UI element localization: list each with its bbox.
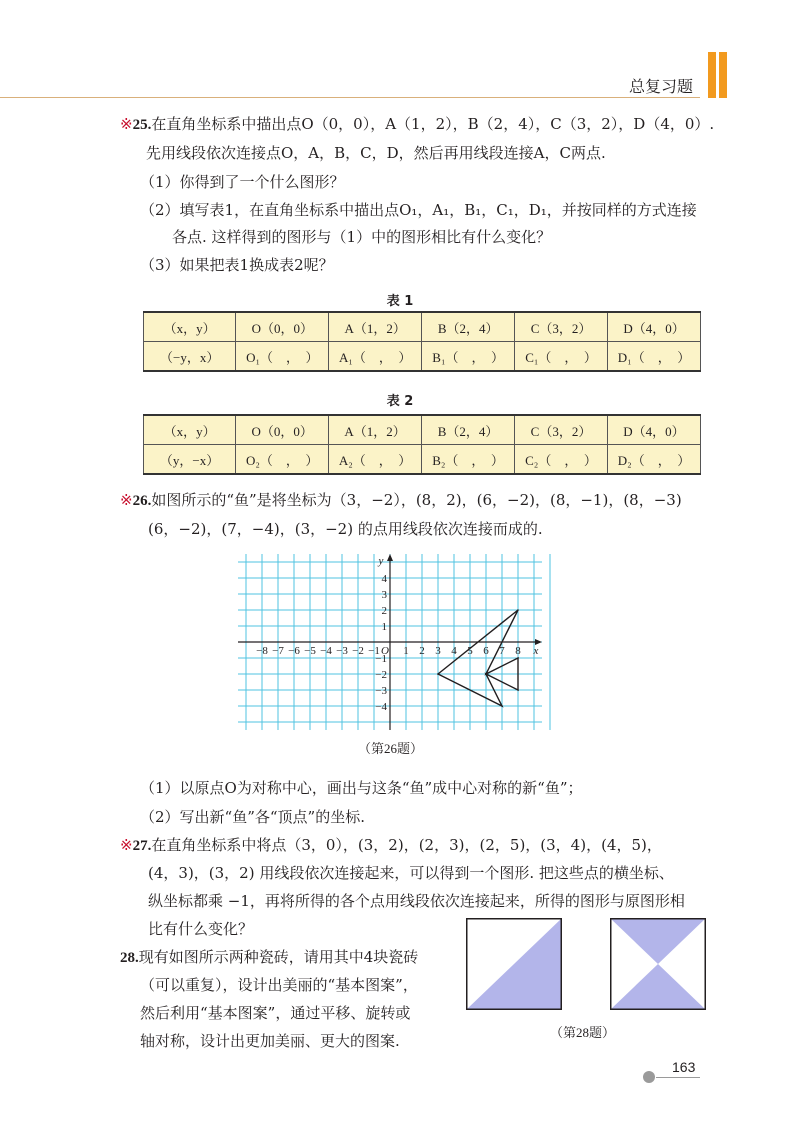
q27-line1: ※27.在直角坐标系中将点（3，0），(3，2)，(2，3)，(2，5)，(3，4)，(4，5)， xyxy=(120,836,662,854)
q26-line1: ※26.如图所示的“鱼”是将坐标为（3，−2），(8，2)，(6，−2)，(8，−1)，(8，−3) xyxy=(120,491,682,509)
x-tick-label: −1 xyxy=(368,645,380,657)
q27-line2: (4，3)，(3，2) 用线段依次连接起来，可以得到一个图形. 把这些点的横坐标、 xyxy=(148,864,674,882)
y-tick-label: 2 xyxy=(381,605,387,617)
table2 xyxy=(143,414,701,475)
footer-rule xyxy=(656,1077,700,1078)
fish-vertex-point xyxy=(437,673,439,675)
x-tick-label: −4 xyxy=(320,645,332,657)
q26-figure-caption: （第26题） xyxy=(358,741,424,756)
table-row xyxy=(144,342,701,372)
table-row xyxy=(144,415,701,445)
q25-part1: （1）你得到了一个什么图形？ xyxy=(140,173,345,191)
table-cell: B₁（ ， ） xyxy=(422,342,515,372)
tile-shaded-triangle xyxy=(466,918,562,1010)
y-tick-label: 4 xyxy=(381,573,387,585)
table-cell: D₁（ ， ） xyxy=(608,342,701,372)
table-cell: C₁（ ， ） xyxy=(515,342,608,372)
table2-caption: 表 2 xyxy=(386,394,414,409)
table-cell: （x，y） xyxy=(144,312,236,342)
y-tick-label: −3 xyxy=(375,685,387,697)
q26-line2: (6，−2)，(7，−4)，(3，−2) 的点用线段依次连接而成的. xyxy=(148,520,543,538)
y-axis-label: y xyxy=(378,555,384,567)
x-tick-label: 7 xyxy=(499,645,505,657)
x-tick-label: −6 xyxy=(288,645,300,657)
x-tick-label: 3 xyxy=(435,645,441,657)
table-cell: B（2，4） xyxy=(422,415,515,445)
table-cell: （y，−x） xyxy=(144,445,236,475)
y-axis-arrow-icon xyxy=(387,554,393,561)
fish-vertex-point xyxy=(485,673,487,675)
y-tick-label: 3 xyxy=(381,589,387,601)
table1-caption: 表 1 xyxy=(386,294,414,309)
table-cell: O₁（ ， ） xyxy=(236,342,329,372)
x-tick-label: 6 xyxy=(483,645,489,657)
table-cell: C₂（ ， ） xyxy=(515,445,608,475)
table-cell: （x，y） xyxy=(144,415,236,445)
tile-shaded-triangle xyxy=(610,918,706,964)
fish-vertex-point xyxy=(501,705,503,707)
x-tick-label: 2 xyxy=(419,645,425,657)
table-cell: B（2，4） xyxy=(422,312,515,342)
table-cell: O（0，0） xyxy=(236,415,329,445)
q25-part3: （3）如果把表1换成表2呢？ xyxy=(140,256,334,274)
q28-line1: 28.现有如图所示两种瓷砖，请用其中4块瓷砖 xyxy=(120,948,419,966)
x-axis-label: x xyxy=(533,645,539,657)
q26-part1: （1）以原点O为对称中心，画出与这条“鱼”成中心对称的新“鱼”； xyxy=(140,779,583,797)
fish-vertex-point xyxy=(517,689,519,691)
q28-figure-caption: （第28题） xyxy=(550,1025,616,1040)
x-tick-label: −7 xyxy=(272,645,284,657)
x-tick-label: −2 xyxy=(352,645,364,657)
table-cell: B₂（ ， ） xyxy=(422,445,515,475)
tile-diagonal xyxy=(466,918,562,1010)
q28-line2: （可以重复），设计出美丽的“基本图案”， xyxy=(140,976,418,994)
x-tick-label: 1 xyxy=(403,645,409,657)
q28-line3: 然后利用“基本图案”，通过平移、旋转或 xyxy=(140,1004,411,1022)
q25-part2a: （2）填写表1，在直角坐标系中描出点O₁，A₁，B₁，C₁，D₁，并按同样的方式连接 xyxy=(140,201,697,219)
table-cell: O₂（ ， ） xyxy=(236,445,329,475)
tile-hourglass xyxy=(610,918,706,1010)
q25-line1: ※25.在直角坐标系中描出点O（0，0），A（1，2），B（2，4），C（3，2），D（4，0）. xyxy=(120,115,715,133)
table-cell: A（1，2） xyxy=(329,312,422,342)
table-cell: A₁（ ， ） xyxy=(329,342,422,372)
table-cell: D₂（ ， ） xyxy=(607,445,700,475)
table-cell: （−y，x） xyxy=(144,342,236,372)
q25-line2: 先用线段依次连接点O，A，B，C，D，然后再用线段连接A，C两点. xyxy=(146,144,606,162)
table-cell: A₂（ ， ） xyxy=(329,445,422,475)
page-dot-icon xyxy=(643,1071,655,1083)
y-tick-label: −1 xyxy=(375,653,387,665)
x-tick-label: −5 xyxy=(304,645,316,657)
x-tick-label: −8 xyxy=(256,645,268,657)
origin-label: O xyxy=(381,645,389,657)
tile-shaded-triangle xyxy=(610,964,706,1010)
x-tick-label: 8 xyxy=(515,645,521,657)
y-tick-label: 1 xyxy=(381,621,387,633)
table-cell: C（3，2） xyxy=(515,312,608,342)
q28-line4: 轴对称，设计出更加美丽、更大的图案. xyxy=(140,1032,400,1050)
table-cell: D（4，0） xyxy=(607,415,700,445)
table-cell: C（3，2） xyxy=(515,415,608,445)
table-cell: O（0，0） xyxy=(236,312,329,342)
y-tick-label: −4 xyxy=(375,701,387,713)
header-accent-bar xyxy=(708,52,716,98)
q27-line3: 纵坐标都乘 −1，再将所得的各个点用线段依次连接起来，所得的图形与原图形相 xyxy=(148,892,685,910)
q26-part2: （2）写出新“鱼”各“顶点”的坐标. xyxy=(140,808,365,826)
y-tick-label: −2 xyxy=(375,669,387,681)
table-cell: D（4，0） xyxy=(608,312,701,342)
x-tick-label: 4 xyxy=(451,645,457,657)
header-rule xyxy=(0,97,700,98)
q25-part2b: 各点. 这样得到的图形与（1）中的图形相比有什么变化？ xyxy=(172,228,552,246)
fish-vertex-point xyxy=(517,609,519,611)
table-row xyxy=(144,445,701,475)
header-accent-bar xyxy=(719,52,727,98)
header-title: 总复习题 xyxy=(629,77,694,96)
table-row xyxy=(144,312,701,342)
fish-grid-figure xyxy=(235,553,555,733)
q27-line4: 比有什么变化？ xyxy=(148,920,254,938)
page-number: 163 xyxy=(672,1059,696,1075)
table1 xyxy=(143,311,701,372)
fish-vertex-point xyxy=(517,657,519,659)
table-cell: A（1，2） xyxy=(329,415,422,445)
x-tick-label: −3 xyxy=(336,645,348,657)
x-tick-label: 5 xyxy=(467,645,473,657)
